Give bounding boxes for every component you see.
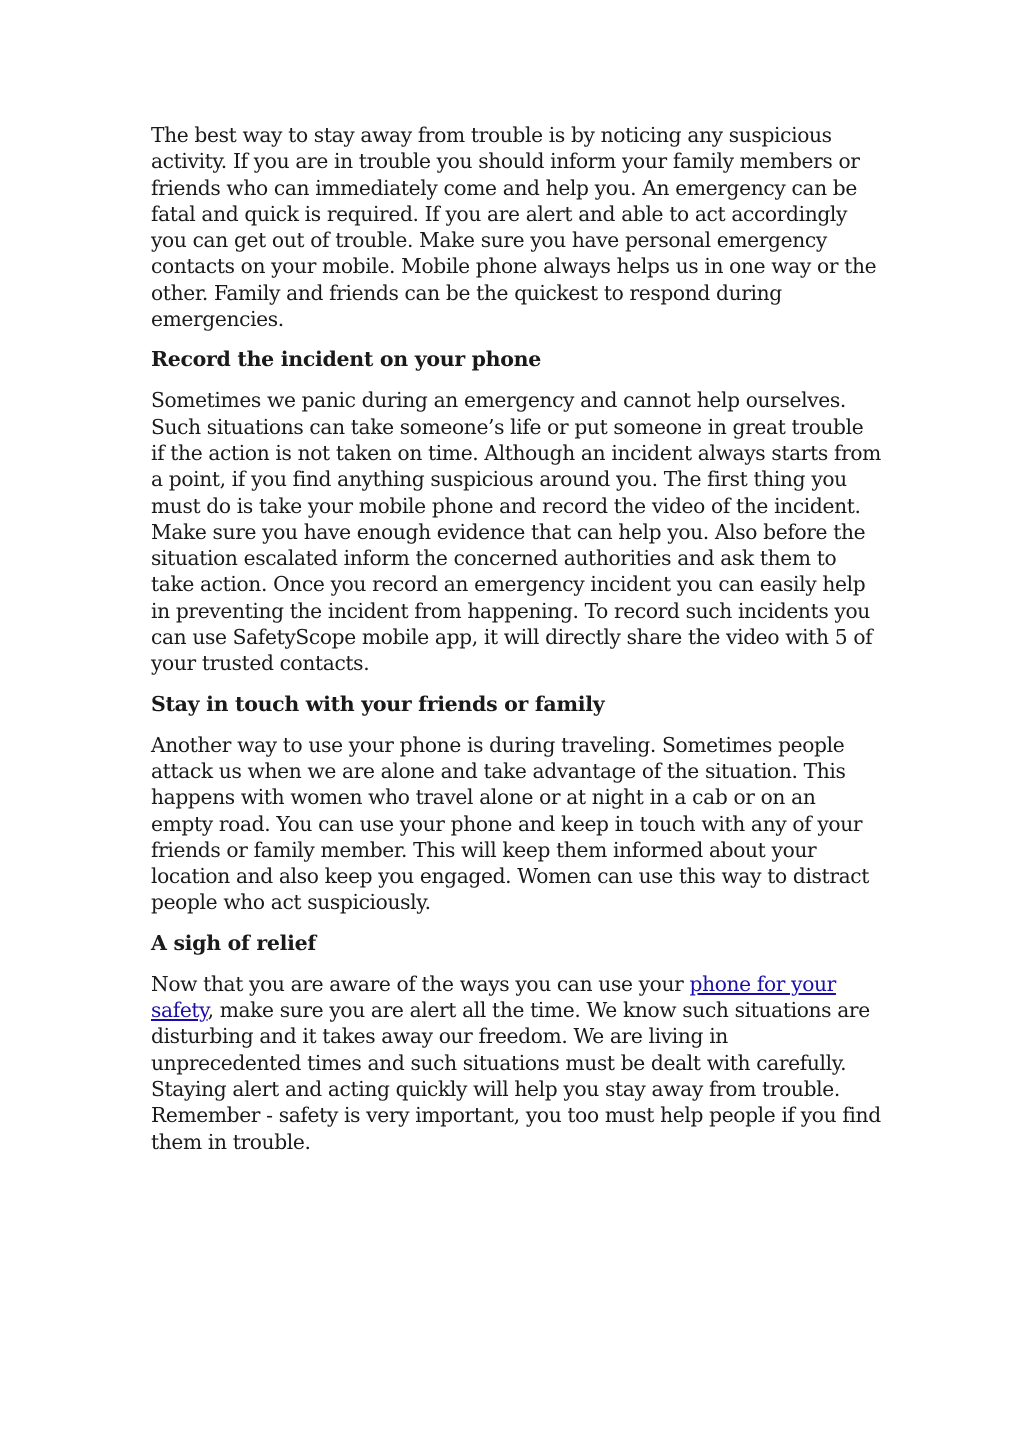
intro-paragraph: The best way to stay away from trouble is by noticing any suspicious activity. If you are in trouble you should inform your family members or friends who can immediately come and help you. An emergency can be fatal and quick is required. If you are alert and able to act accordingly you can get out of trouble. Make sure you have personal emergency contacts on your mobile. Mobile phone always helps us in one way or the other. Family and friends can be the quickest to respond during emergencies. [151,123,877,332]
sigh-of-relief-paragraph [151,971,881,1155]
section-heading-record-incident: Record the incident on your phone [151,347,542,372]
section-heading-stay-in-touch: Stay in touch with your friends or family [151,691,605,716]
sigh-of-relief-text-end: , make sure you are alert all the time. We know such situations are disturbing and it takes away our freedom. We are living in unprecedented times and such situations must be dealt with carefully. Staying alert and acting quickly will help you stay away from trouble. Remember - safety is very important, you too must help people if you find them in trouble. [151,998,881,1154]
phone-for-your-safety-link[interactable]: phone for your safety [151,971,836,1023]
sigh-of-relief-text-start: Now that you are aware of the ways you can use your [151,971,690,996]
section-heading-sigh-of-relief: A sigh of relief [151,930,316,955]
article-body [151,122,881,1155]
stay-in-touch-paragraph: Another way to use your phone is during traveling. Sometimes people attack us when we are alone and take advantage of the situation. This happens with women who travel alone or at night in a cab or on an empty road. You can use your phone and keep in touch with any of your friends or family member. This will keep them informed about your location and also keep you engaged. Women can use this way to distract people who act suspiciously. [151,732,870,915]
record-incident-paragraph: Sometimes we panic during an emergency and cannot help ourselves. Such situations can take someone’s life or put someone in great trouble if the action is not taken on time. Although an incident always starts from a point, if you find anything suspicious around you. The first thing you must do is take your mobile phone and record the video of the incident. Make sure you have enough evidence that can help you. Also before the situation escalated inform the concerned authorities and ask them to take action. Once you record an emergency incident you can easily help in preventing the incident from happening. To record such incidents you can use SafetyScope mobile app, it will directly share the video with 5 of your trusted contacts. [151,388,881,676]
